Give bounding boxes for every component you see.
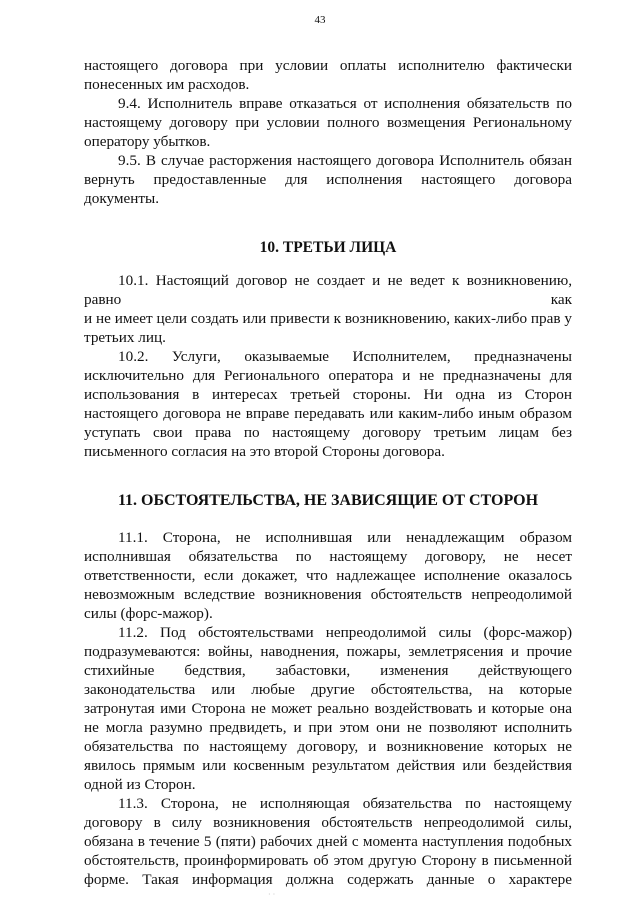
clause-10-1-rest: и не имеет цели создать или привести к возникновению, каких-либо прав у третьих лиц. — [84, 310, 572, 346]
clause-11-2: 11.2. Под обстоятельствами непреодолимой силы (форс-мажор) подразумеваются: войны, наводнения, пожары, землетрясения и прочие стихийные бедствия, забастовки, изменения действующего законодательства или любые другие обстоятельства, на которые затронутая ими Сторона не может реально воздействовать и которые она не могла разумно предвидеть, и при этом они не позволяют исполнить обязательства по настоящему договору, и возникновение которых не явилось прямым или косвенным результатом действия или бездействия одной из Сторон. — [84, 624, 572, 793]
clause-10-2: 10.2. Услуги, оказываемые Исполнителем, предназначены исключительно для Регионального оператора и не предназначены для использования в интересах третьей стороны. Ни одна из Сторон настоящего договора не вправе передавать или каким-либо иным образом уступать свои права по настоящему договору третьим лицам без письменного согласия на это второй Стороны договора. — [84, 348, 572, 460]
clause-11-1: 11.1. Сторона, не исполнившая или ненадлежащим образом исполнившая обязательства по настоящему договору, не несет ответственности, если докажет, что надлежащее исполнение оказалось невозможным вследствие возникновения обстоятельств непреодолимой силы (форс-мажор). — [84, 529, 572, 622]
clause-9-4: 9.4. Исполнитель вправе отказаться от исполнения обязательств по настоящему договору при условии полного возмещения Региональному оператору убытков. — [84, 95, 572, 150]
clause-11-3: 11.3. Сторона, не исполняющая обязательства по настоящему договору в силу возникновения обстоятельств непреодолимой силы, обязана в течение 5 (пяти) рабочих дней с момента наступления подобных обстоятельств, проинформировать об этом другую Сторону в письменной форме. Такая информация должна содержать данные о характере — [84, 795, 572, 888]
clause-9-5: 9.5. В случае расторжения настоящего договора Исполнитель обязан вернуть предоставленные для исполнения настоящего договора документы. — [84, 152, 572, 207]
section10-heading: 10. ТРЕТЬИ ЛИЦА — [259, 239, 397, 256]
section11-heading: 11. ОБСТОЯТЕЛЬСТВА, НЕ ЗАВИСЯЩИЕ ОТ СТОРОН — [117, 492, 539, 509]
page-number: 43 — [314, 14, 326, 26]
scan-mark: · · — [268, 890, 276, 899]
document-body — [84, 56, 572, 889]
clause-10-1-line2: равно как — [84, 291, 572, 308]
section9-continuation: настоящего договора при условии оплаты исполнителю фактически понесенных им расходов. — [84, 57, 572, 93]
clause-10-1-line1: 10.1. Настоящий договор не создает и не ведет к возникновению, — [118, 272, 572, 289]
